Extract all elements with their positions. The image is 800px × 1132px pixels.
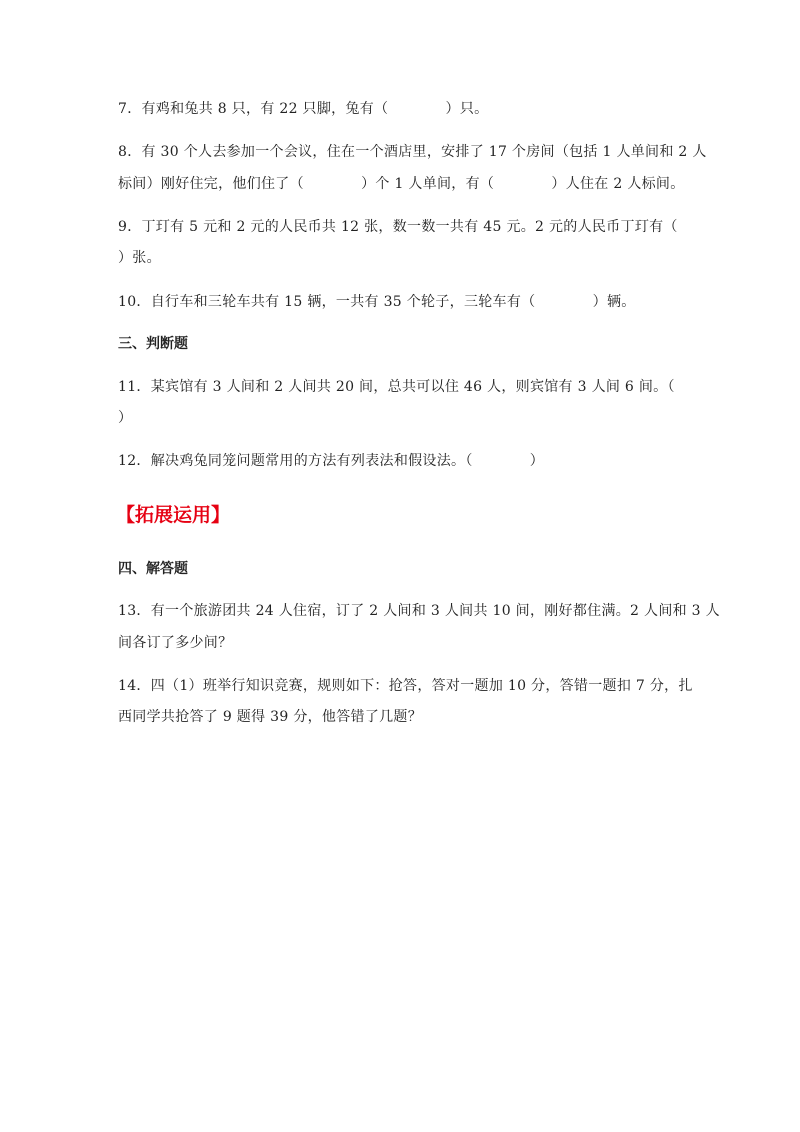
section-banner-extend: 【拓展运用】 [116,504,231,526]
question-14-line-2: 西同学共抢答了 9 题得 39 分，他答错了几题？ [118,709,423,725]
question-8-line-2: 标间）刚好住完，他们住了（ ）个 1 人单间，有（ ）人住在 2 人标间。 [118,176,685,192]
question-12-line-1: 12．解决鸡兔同笼问题常用的方法有列表法和假设法。（ ） [118,453,545,469]
section-heading-answer: 四、解答题 [118,561,188,577]
question-7-line-1: 7．有鸡和兔共 8 只，有 22 只脚，兔有（ ）只。 [118,101,489,117]
question-14-line-1: 14．四（1）班举行知识竞赛，规则如下：抢答，答对一题加 10 分，答错一题扣 7 分，扎 [118,678,693,694]
question-11-line-2: ） [118,410,133,426]
question-13-line-1: 13．有一个旅游团共 24 人住宿，订了 2 人间和 3 人间共 10 间，刚好都住满。2 人间和 3 人 [118,603,720,619]
question-13-line-2: 间各订了多少间？ [118,635,233,651]
question-10-line-1: 10．自行车和三轮车共有 15 辆，一共有 35 个轮子，三轮车有（ ）辆。 [118,294,636,310]
question-9-line-1: 9．丁玎有 5 元和 2 元的人民币共 12 张，数一数一共有 45 元。2 元的人民币丁玎有（ [118,219,678,235]
question-8-line-1: 8．有 30 个人去参加一个会议，住在一个酒店里，安排了 17 个房间（包括 1 人单间和 2 人 [118,144,707,160]
question-11-line-1: 11．某宾馆有 3 人间和 2 人间共 20 间，总共可以住 46 人，则宾馆有 3 人间 6 间。（ [118,379,675,395]
section-heading-judge: 三、判断题 [118,336,188,352]
question-9-line-2: ）张。 [118,250,161,266]
